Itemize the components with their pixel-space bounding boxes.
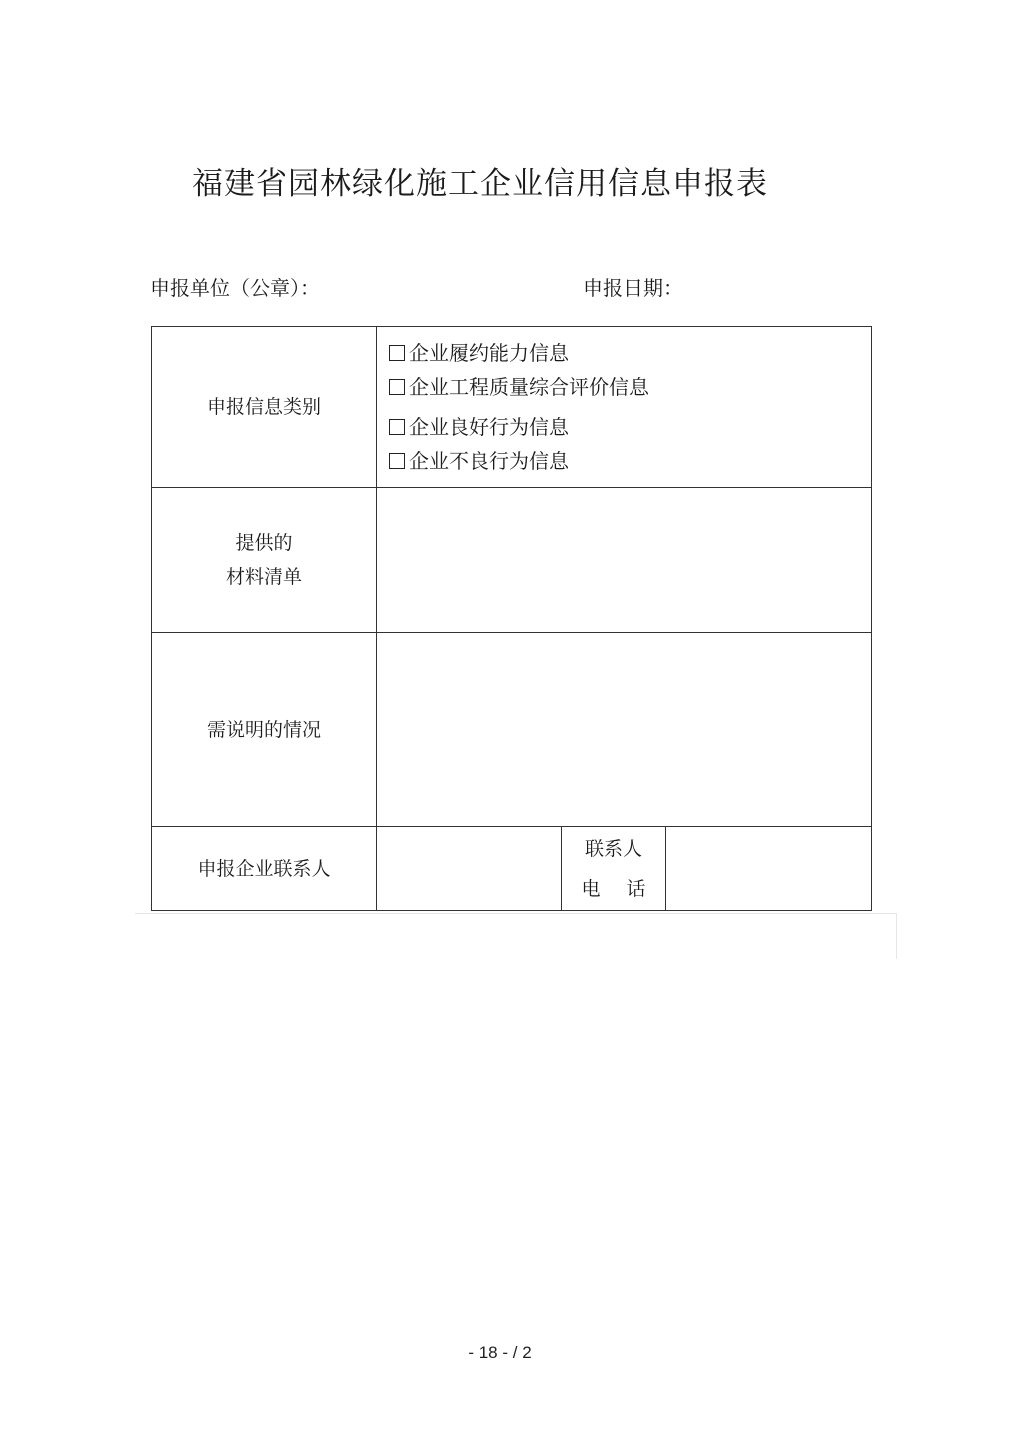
category-label: 申报信息类别 — [152, 327, 377, 488]
checkbox-icon[interactable] — [389, 345, 405, 361]
materials-label-line2: 材料清单 — [225, 566, 302, 588]
reporting-date-label: 申报日期： — [583, 276, 683, 300]
materials-label-line1: 提供的 — [235, 532, 293, 554]
materials-label — [152, 488, 377, 633]
explanation-label: 需说明的情况 — [152, 633, 377, 827]
category-options-cell — [377, 327, 872, 488]
page-number: - 18 - / 2 — [468, 1343, 532, 1362]
category-option-label: 企业不良行为信息 — [409, 449, 569, 473]
category-option-performance[interactable] — [389, 336, 871, 370]
contact-row — [152, 827, 872, 911]
materials-field[interactable] — [377, 488, 872, 633]
page-title: 福建省园林绿化施工企业信用信息申报表 — [192, 166, 768, 202]
contact-person-label: 申报企业联系人 — [152, 827, 377, 911]
divider — [135, 913, 897, 914]
checkbox-icon[interactable] — [389, 453, 405, 469]
checkbox-icon[interactable] — [389, 419, 405, 435]
divider — [896, 913, 897, 959]
checkbox-icon[interactable] — [389, 379, 405, 395]
materials-row — [152, 488, 872, 633]
category-option-label: 企业履约能力信息 — [409, 341, 569, 365]
contact-phone-field[interactable] — [666, 827, 872, 911]
category-option-bad-conduct[interactable] — [389, 444, 871, 478]
reporting-unit-label: 申报单位（公章）： — [150, 276, 320, 300]
contact-phone-label-line2: 电话 — [581, 877, 646, 900]
category-option-label: 企业良好行为信息 — [409, 415, 569, 439]
category-option-good-conduct[interactable] — [389, 410, 871, 444]
contact-phone-label — [562, 827, 666, 911]
category-option-quality[interactable] — [389, 370, 871, 404]
category-row — [152, 327, 872, 488]
explanation-field[interactable] — [377, 633, 872, 827]
explanation-row — [152, 633, 872, 827]
credit-info-form-table — [151, 326, 872, 911]
category-option-label: 企业工程质量综合评价信息 — [409, 375, 649, 399]
contact-phone-label-line1: 联系人 — [584, 837, 642, 860]
category-options-list — [377, 336, 871, 478]
contact-person-field[interactable] — [377, 827, 562, 911]
